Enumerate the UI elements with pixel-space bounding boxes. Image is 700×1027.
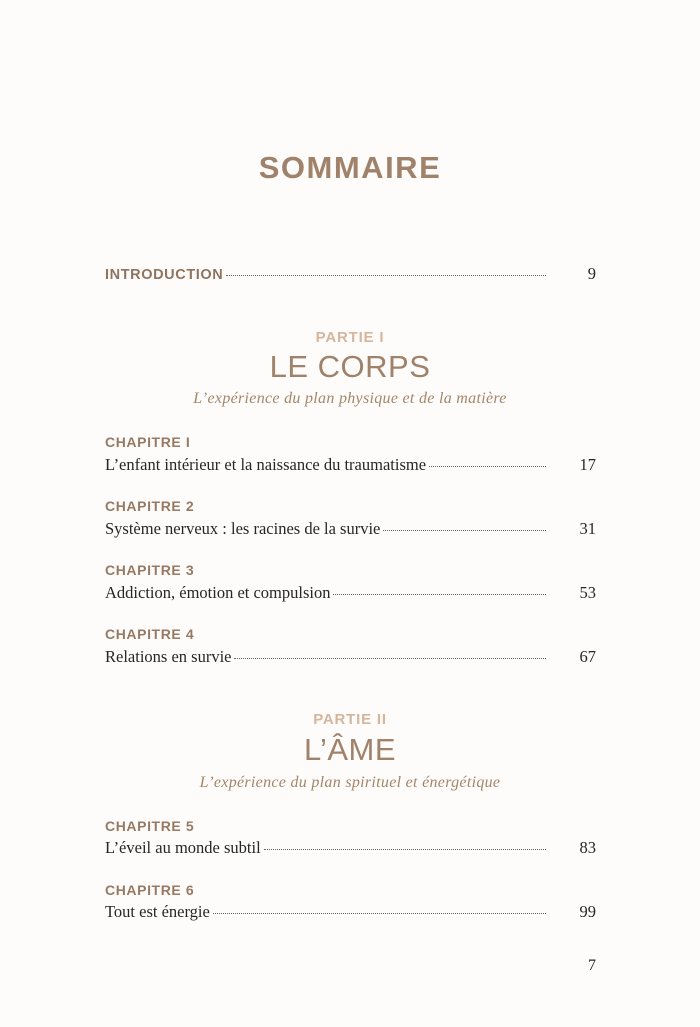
toc-entry-page: 83: [579, 838, 596, 857]
page-number: 7: [588, 957, 596, 974]
part-2-subtitle: L’expérience du plan spirituel et énergétique: [199, 774, 501, 791]
toc-entry-page: 9: [587, 264, 596, 283]
toc-entry-chapter-3[interactable]: [105, 583, 596, 603]
toc-entry-chapter-2[interactable]: [105, 519, 596, 539]
part-2-kicker: PARTIE II: [313, 711, 387, 728]
toc-entry-page: 67: [579, 647, 596, 666]
toc-entry-label: INTRODUCTION: [105, 267, 224, 283]
dot-leader: [234, 658, 546, 659]
toc-entry-chapter-6[interactable]: [105, 902, 596, 922]
toc-entry-page: 17: [579, 455, 596, 474]
toc-entry-title: Relations en survie: [105, 647, 232, 666]
dot-leader: [213, 913, 546, 914]
dot-leader: [264, 849, 546, 850]
toc-entry-page: 53: [579, 583, 596, 602]
toc-entry-chapter-1[interactable]: [105, 455, 596, 475]
toc-entry-introduction[interactable]: [105, 264, 596, 285]
toc-entry-title: Tout est énergie: [105, 902, 210, 921]
toc-entry-page: 31: [579, 519, 596, 538]
part-2-title: L’ÂME: [303, 732, 397, 767]
chapter-5-label: CHAPITRE 5: [105, 818, 195, 834]
dot-leader: [383, 530, 546, 531]
chapter-6-label: CHAPITRE 6: [105, 882, 195, 898]
chapter-3-label: CHAPITRE 3: [105, 562, 195, 578]
chapter-2-label: CHAPITRE 2: [105, 498, 195, 514]
toc-entry-page: 99: [579, 902, 596, 921]
toc-entry-chapter-4[interactable]: [105, 647, 596, 667]
dot-leader: [429, 466, 546, 467]
toc-entry-title: L’éveil au monde subtil: [105, 838, 261, 857]
part-1-kicker: PARTIE I: [315, 329, 385, 346]
toc-entry-title: L’enfant intérieur et la naissance du traumatisme: [105, 455, 427, 474]
dot-leader: [333, 594, 546, 595]
part-1-subtitle: L’expérience du plan physique et de la matière: [193, 390, 507, 407]
chapter-4-label: CHAPITRE 4: [105, 626, 195, 642]
page-title: SOMMAIRE: [258, 150, 442, 185]
chapter-1-label: CHAPITRE I: [105, 434, 191, 450]
toc-entry-title: Addiction, émotion et compulsion: [105, 583, 331, 602]
part-1-title: LE CORPS: [269, 349, 431, 384]
dot-leader: [226, 275, 546, 276]
toc-entry-chapter-5[interactable]: [105, 838, 596, 858]
toc-entry-title: Système nerveux : les racines de la survie: [105, 519, 381, 538]
